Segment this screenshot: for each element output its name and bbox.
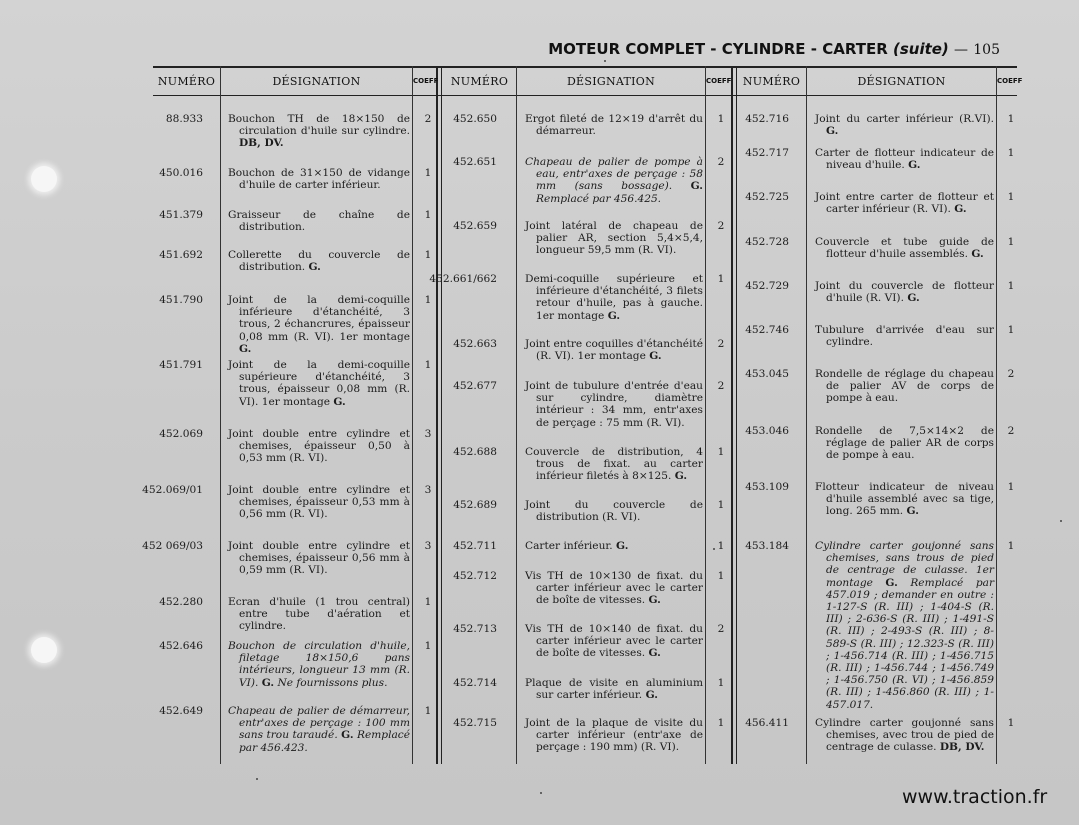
- part-coefficient: 1: [717, 273, 725, 285]
- part-number: 451.790: [159, 294, 203, 306]
- part-number: 451.379: [159, 209, 203, 221]
- designation-model-code: G.: [341, 729, 354, 742]
- designation-text: Joint entre carter de flotteur et carter inférieur (R. VI).: [815, 191, 994, 216]
- designation-text: Joint de la demi-coquille inférieure d'étanchéité, 3 trous, 2 échancrures, épaisseur 0,08 mm (R. VI). 1er montage: [228, 294, 410, 343]
- designation-text: Collerette du couvercle de distribution.: [228, 249, 410, 274]
- header-designation-2: DÉSIGNATION: [566, 75, 656, 88]
- header-coeff-3: COEFF: [997, 77, 1023, 85]
- part-coefficient: 2: [424, 113, 432, 125]
- part-number: 452.663: [453, 338, 497, 350]
- designation-text: Joint du couvercle de distribution (R. VI).: [525, 499, 703, 524]
- part-number: 452.649: [159, 705, 203, 717]
- designation-text: Joint du couvercle de flotteur d'huile (R. VI).: [815, 280, 994, 305]
- designation-text: Bouchon TH de 18×150 de circulation d'huile sur cylindre.: [228, 113, 410, 138]
- part-coefficient: 2: [1007, 368, 1015, 380]
- designation-model-code: G.: [907, 292, 920, 305]
- designation-model-code: G.: [826, 125, 839, 138]
- part-designation: [228, 359, 410, 408]
- part-coefficient: 1: [424, 209, 432, 221]
- part-number: 453.184: [745, 540, 789, 552]
- designation-model-code: DB, DV.: [939, 741, 985, 754]
- designation-text: Cylindre carter goujonné sans chemises, sans trous de pied de centrage de culasse. 1er montage: [815, 540, 994, 589]
- designation-text: Joint de tubulure d'entrée d'eau sur cylindre, diamètre intérieur : 34 mm, entr'axes de perçage : 75 mm (R. VI).: [525, 380, 703, 429]
- part-number: 452.677: [453, 380, 497, 392]
- part-designation: [525, 446, 703, 483]
- part-coefficient: 1: [424, 249, 432, 261]
- part-coefficient: 1: [717, 677, 725, 689]
- part-designation: [815, 147, 994, 171]
- designation-text: Chapeau de palier de pompe à eau, entr'axes de perçage : 58 mm (sans bossage).: [525, 156, 703, 193]
- part-coefficient: 2: [1007, 425, 1015, 437]
- part-coefficient: 1: [1007, 280, 1015, 292]
- part-designation: [815, 324, 994, 348]
- designation-text: Demi-coquille supérieure et inférieure d'étanchéité, 3 filets retour d'huile, pas à gauche. 1er montage: [525, 273, 703, 322]
- designation-note: Remplacé par 456.425.: [536, 192, 662, 205]
- part-number: 451.791: [159, 359, 203, 371]
- part-number: 453.109: [745, 481, 789, 493]
- part-number: 452.069/01: [142, 484, 203, 496]
- separator-desc-3: [996, 66, 997, 764]
- table-top-rule: [153, 66, 1017, 68]
- part-number: 452.651: [453, 156, 497, 168]
- designation-text: Couvercle et tube guide de flotteur d'huile assemblés.: [815, 236, 994, 261]
- header-numero-2: NUMÉRO: [450, 75, 509, 88]
- part-number: 452.716: [745, 113, 789, 125]
- part-number: 452.659: [453, 220, 497, 232]
- designation-text: Couvercle de distribution, 4 trous de fixat. au carter inférieur filetés à 8×125.: [525, 446, 703, 483]
- part-number: 452.688: [453, 446, 497, 458]
- title-text: MOTEUR COMPLET - CYLINDRE - CARTER: [548, 40, 888, 58]
- separator-desc-1: [412, 66, 413, 764]
- title-suite: (suite): [892, 40, 949, 58]
- part-coefficient: 2: [717, 156, 725, 168]
- page-number: 105: [973, 42, 1000, 58]
- part-coefficient: 2: [717, 338, 725, 350]
- separator-num-2: [516, 66, 517, 764]
- part-coefficient: 1: [1007, 236, 1015, 248]
- designation-text: Ecran d'huile (1 trou central) entre tube d'aération et cylindre.: [228, 596, 410, 633]
- part-coefficient: 1: [1007, 191, 1015, 203]
- part-coefficient: 1: [1007, 147, 1015, 159]
- part-number: 452.650: [453, 113, 497, 125]
- part-number: 452.746: [745, 324, 789, 336]
- designation-model-code: G.: [645, 689, 658, 702]
- designation-text: Joint entre coquilles d'étanchéité (R. VI). 1er montage: [525, 338, 703, 363]
- part-number: 452.717: [745, 147, 789, 159]
- designation-model-code: G.: [616, 540, 629, 552]
- part-designation: [525, 499, 703, 523]
- designation-text: Joint double entre cylindre et chemises, épaisseur 0,50 à 0,53 mm (R. VI).: [228, 428, 410, 465]
- part-coefficient: 1: [424, 705, 432, 717]
- header-coeff-2: COEFF: [706, 77, 732, 85]
- designation-text: Plaque de visite en aluminium sur carter inférieur.: [525, 677, 703, 702]
- part-number: 452.728: [745, 236, 789, 248]
- part-coefficient: 2: [717, 623, 725, 635]
- part-number: 453.046: [745, 425, 789, 437]
- part-designation: [525, 113, 703, 137]
- designation-model-code: G.: [261, 676, 275, 689]
- part-designation: [525, 623, 703, 660]
- header-numero-3: NUMÉRO: [742, 75, 801, 88]
- page-title: [520, 40, 1000, 58]
- part-coefficient: 1: [424, 596, 432, 608]
- designation-text: Joint de la demi-coquille supérieure d'étanchéité, 3 trous, épaisseur 0,08 mm (R. VI). 1er montage: [228, 359, 410, 408]
- part-number: 452.646: [159, 640, 203, 652]
- part-designation: [815, 236, 994, 260]
- designation-model-code: G.: [690, 180, 703, 193]
- designation-note: Ne fournissons plus.: [277, 676, 388, 689]
- designation-text: Joint double entre cylindre et chemises, épaisseur 0,53 mm à 0,56 mm (R. VI).: [228, 484, 410, 521]
- designation-model-code: G.: [239, 342, 252, 355]
- header-coeff-1: COEFF: [413, 77, 439, 85]
- designation-model-code: G.: [649, 350, 662, 363]
- designation-note: Remplacé par 456.423.: [239, 729, 410, 754]
- part-designation: [228, 249, 410, 273]
- watermark: www.traction.fr: [902, 786, 1048, 808]
- designation-text: Ergot fileté de 12×19 d'arrêt du démarreur.: [525, 113, 703, 138]
- part-designation: [228, 167, 410, 191]
- separator-group-1: [436, 66, 442, 764]
- part-coefficient: 1: [717, 540, 725, 552]
- designation-model-code: G.: [308, 261, 321, 274]
- part-designation: [228, 484, 410, 521]
- part-number: 452.711: [453, 540, 497, 552]
- designation-text: Tubulure d'arrivée d'eau sur cylindre.: [815, 324, 994, 349]
- binder-hole-top: [31, 166, 57, 192]
- title-dash: —: [954, 42, 969, 58]
- part-coefficient: 2: [717, 380, 725, 392]
- separator-num-1: [220, 66, 221, 764]
- part-designation: [228, 294, 410, 355]
- binder-hole-bottom: [31, 637, 57, 663]
- designation-text: Vis TH de 10×140 de fixat. du carter inférieur avec le carter de boîte de vitesses.: [525, 623, 703, 660]
- part-designation: [815, 481, 994, 518]
- part-number: 452.069: [159, 428, 203, 440]
- designation-model-code: G.: [674, 470, 688, 483]
- separator-group-2: [731, 66, 737, 764]
- designation-text: Graisseur de chaîne de distribution.: [228, 209, 410, 234]
- designation-text: Bouchon de circulation d'huile, filetage 18×150,6 pans intérieurs, longueur 13 mm (R. VI).: [228, 640, 410, 689]
- designation-model-code: G.: [885, 576, 898, 589]
- part-number: 452.715: [453, 717, 497, 729]
- part-coefficient: 1: [424, 167, 432, 179]
- part-designation: [815, 113, 994, 137]
- part-designation: [525, 570, 703, 607]
- part-designation: [228, 428, 410, 465]
- designation-model-code: G.: [333, 395, 346, 408]
- part-coefficient: 1: [424, 294, 432, 306]
- part-designation: [525, 156, 703, 205]
- part-coefficient: 3: [424, 428, 432, 440]
- designation-text: Chapeau de palier de démarreur, entr'axes de perçage : 100 mm sans trou taraudé.: [228, 705, 410, 742]
- part-number: 88.933: [165, 113, 203, 125]
- designation-model-code: G.: [906, 505, 919, 518]
- separator-num-3: [806, 66, 807, 764]
- part-designation: [815, 717, 994, 754]
- part-coefficient: 1: [717, 717, 725, 729]
- header-designation-1: DÉSIGNATION: [272, 75, 361, 88]
- header-numero-1: NUMÉRO: [157, 75, 216, 88]
- designation-text: Joint double entre cylindre et chemises, épaisseur 0,56 mm à 0,59 mm (R. VI).: [228, 540, 410, 577]
- part-coefficient: 1: [1007, 113, 1015, 125]
- separator-desc-2: [705, 66, 706, 764]
- part-number: 450.016: [159, 167, 203, 179]
- part-designation: [525, 717, 703, 754]
- designation-text: Carter inférieur.: [525, 540, 613, 552]
- part-designation: [525, 338, 703, 362]
- part-number: 452 069/03: [142, 540, 203, 552]
- designation-model-code: G.: [954, 203, 967, 216]
- designation-text: Joint du carter inférieur (R.VI).: [815, 113, 994, 125]
- part-number: 452.714: [453, 677, 497, 689]
- part-number: 452.661/662: [429, 273, 497, 285]
- designation-model-code: G.: [908, 159, 921, 172]
- part-coefficient: 1: [1007, 717, 1015, 729]
- designation-note: Remplacé par 457.019 ; demander en outre : 1-127-S (R. III) ; 1-404-S (R. III) ; 2-636-S (R. III) ; 1-491-S (R. III) ; 2-493-S (R. III) ; 8-589-S (R. III) ; 12.323-S (R. III) ; 1-456.714 (R. III) ; 1-456.715 (R. III) ; 1-456.744 ; 1-456.749 ; 1-456.750 (R. VI) ; 1-456.859 (R. III) ; 1-456.860 (R. III) ; 1-457.017.: [826, 576, 995, 711]
- part-designation: [815, 280, 994, 304]
- part-designation: [228, 640, 410, 689]
- part-number: 456.411: [745, 717, 789, 729]
- designation-model-code: DB, DV.: [239, 137, 284, 150]
- designation-text: Rondelle de réglage du chapeau de palier AV de corps de pompe à eau.: [815, 368, 994, 405]
- part-coefficient: 1: [424, 640, 432, 652]
- part-coefficient: 1: [717, 570, 725, 582]
- part-designation: [228, 705, 410, 754]
- designation-text: Flotteur indicateur de niveau d'huile assemblé avec sa tige, long. 265 mm.: [815, 481, 994, 518]
- designation-model-code: G.: [607, 309, 621, 322]
- part-designation: [525, 540, 703, 552]
- part-number: 452.729: [745, 280, 789, 292]
- part-coefficient: 1: [717, 113, 725, 125]
- designation-text: Rondelle de 7,5×14×2 de réglage de palier AR de corps de pompe à eau.: [815, 425, 994, 462]
- part-designation: [815, 368, 994, 405]
- part-designation: [815, 425, 994, 462]
- part-number: 452.280: [159, 596, 203, 608]
- designation-text: Cylindre carter goujonné sans chemises, avec trou de pied de centrage de culasse.: [815, 717, 994, 754]
- part-number: 452.713: [453, 623, 497, 635]
- part-designation: [525, 273, 703, 322]
- part-designation: [228, 209, 410, 233]
- part-coefficient: 1: [1007, 481, 1015, 493]
- part-number: 451.692: [159, 249, 203, 261]
- part-number: 453.045: [745, 368, 789, 380]
- part-coefficient: 2: [717, 220, 725, 232]
- designation-model-code: G.: [648, 647, 661, 660]
- designation-text: Joint de la plaque de visite du carter inférieur (entr'axe de perçage : 190 mm) (R. VI).: [525, 717, 703, 754]
- part-designation: [228, 596, 410, 633]
- part-coefficient: 1: [1007, 324, 1015, 336]
- part-designation: [815, 191, 994, 215]
- designation-text: Carter de flotteur indicateur de niveau d'huile.: [815, 147, 994, 172]
- table-header-rule: [153, 95, 1017, 96]
- designation-model-code: G.: [648, 594, 661, 607]
- part-number: 452.712: [453, 570, 497, 582]
- part-number: 452.689: [453, 499, 497, 511]
- part-coefficient: 3: [424, 540, 432, 552]
- part-coefficient: 1: [424, 359, 432, 371]
- designation-text: Bouchon de 31×150 de vidange d'huile de carter inférieur.: [228, 167, 410, 192]
- part-coefficient: 1: [717, 446, 725, 458]
- part-number: 452.725: [745, 191, 789, 203]
- part-designation: [228, 113, 410, 150]
- part-coefficient: 1: [717, 499, 725, 511]
- part-designation: [815, 540, 994, 711]
- designation-text: Joint latéral de chapeau de palier AR, section 5,4×5,4, longueur 59,5 mm (R. VI).: [525, 220, 703, 257]
- header-designation-3: DÉSIGNATION: [857, 75, 946, 88]
- designation-model-code: G.: [971, 248, 984, 261]
- designation-text: Vis TH de 10×130 de fixat. du carter inférieur avec le carter de boîte de vitesses.: [525, 570, 703, 607]
- part-designation: [525, 220, 703, 257]
- part-designation: [228, 540, 410, 577]
- part-coefficient: 3: [424, 484, 432, 496]
- part-coefficient: 1: [1007, 540, 1015, 552]
- part-designation: [525, 677, 703, 701]
- part-designation: [525, 380, 703, 429]
